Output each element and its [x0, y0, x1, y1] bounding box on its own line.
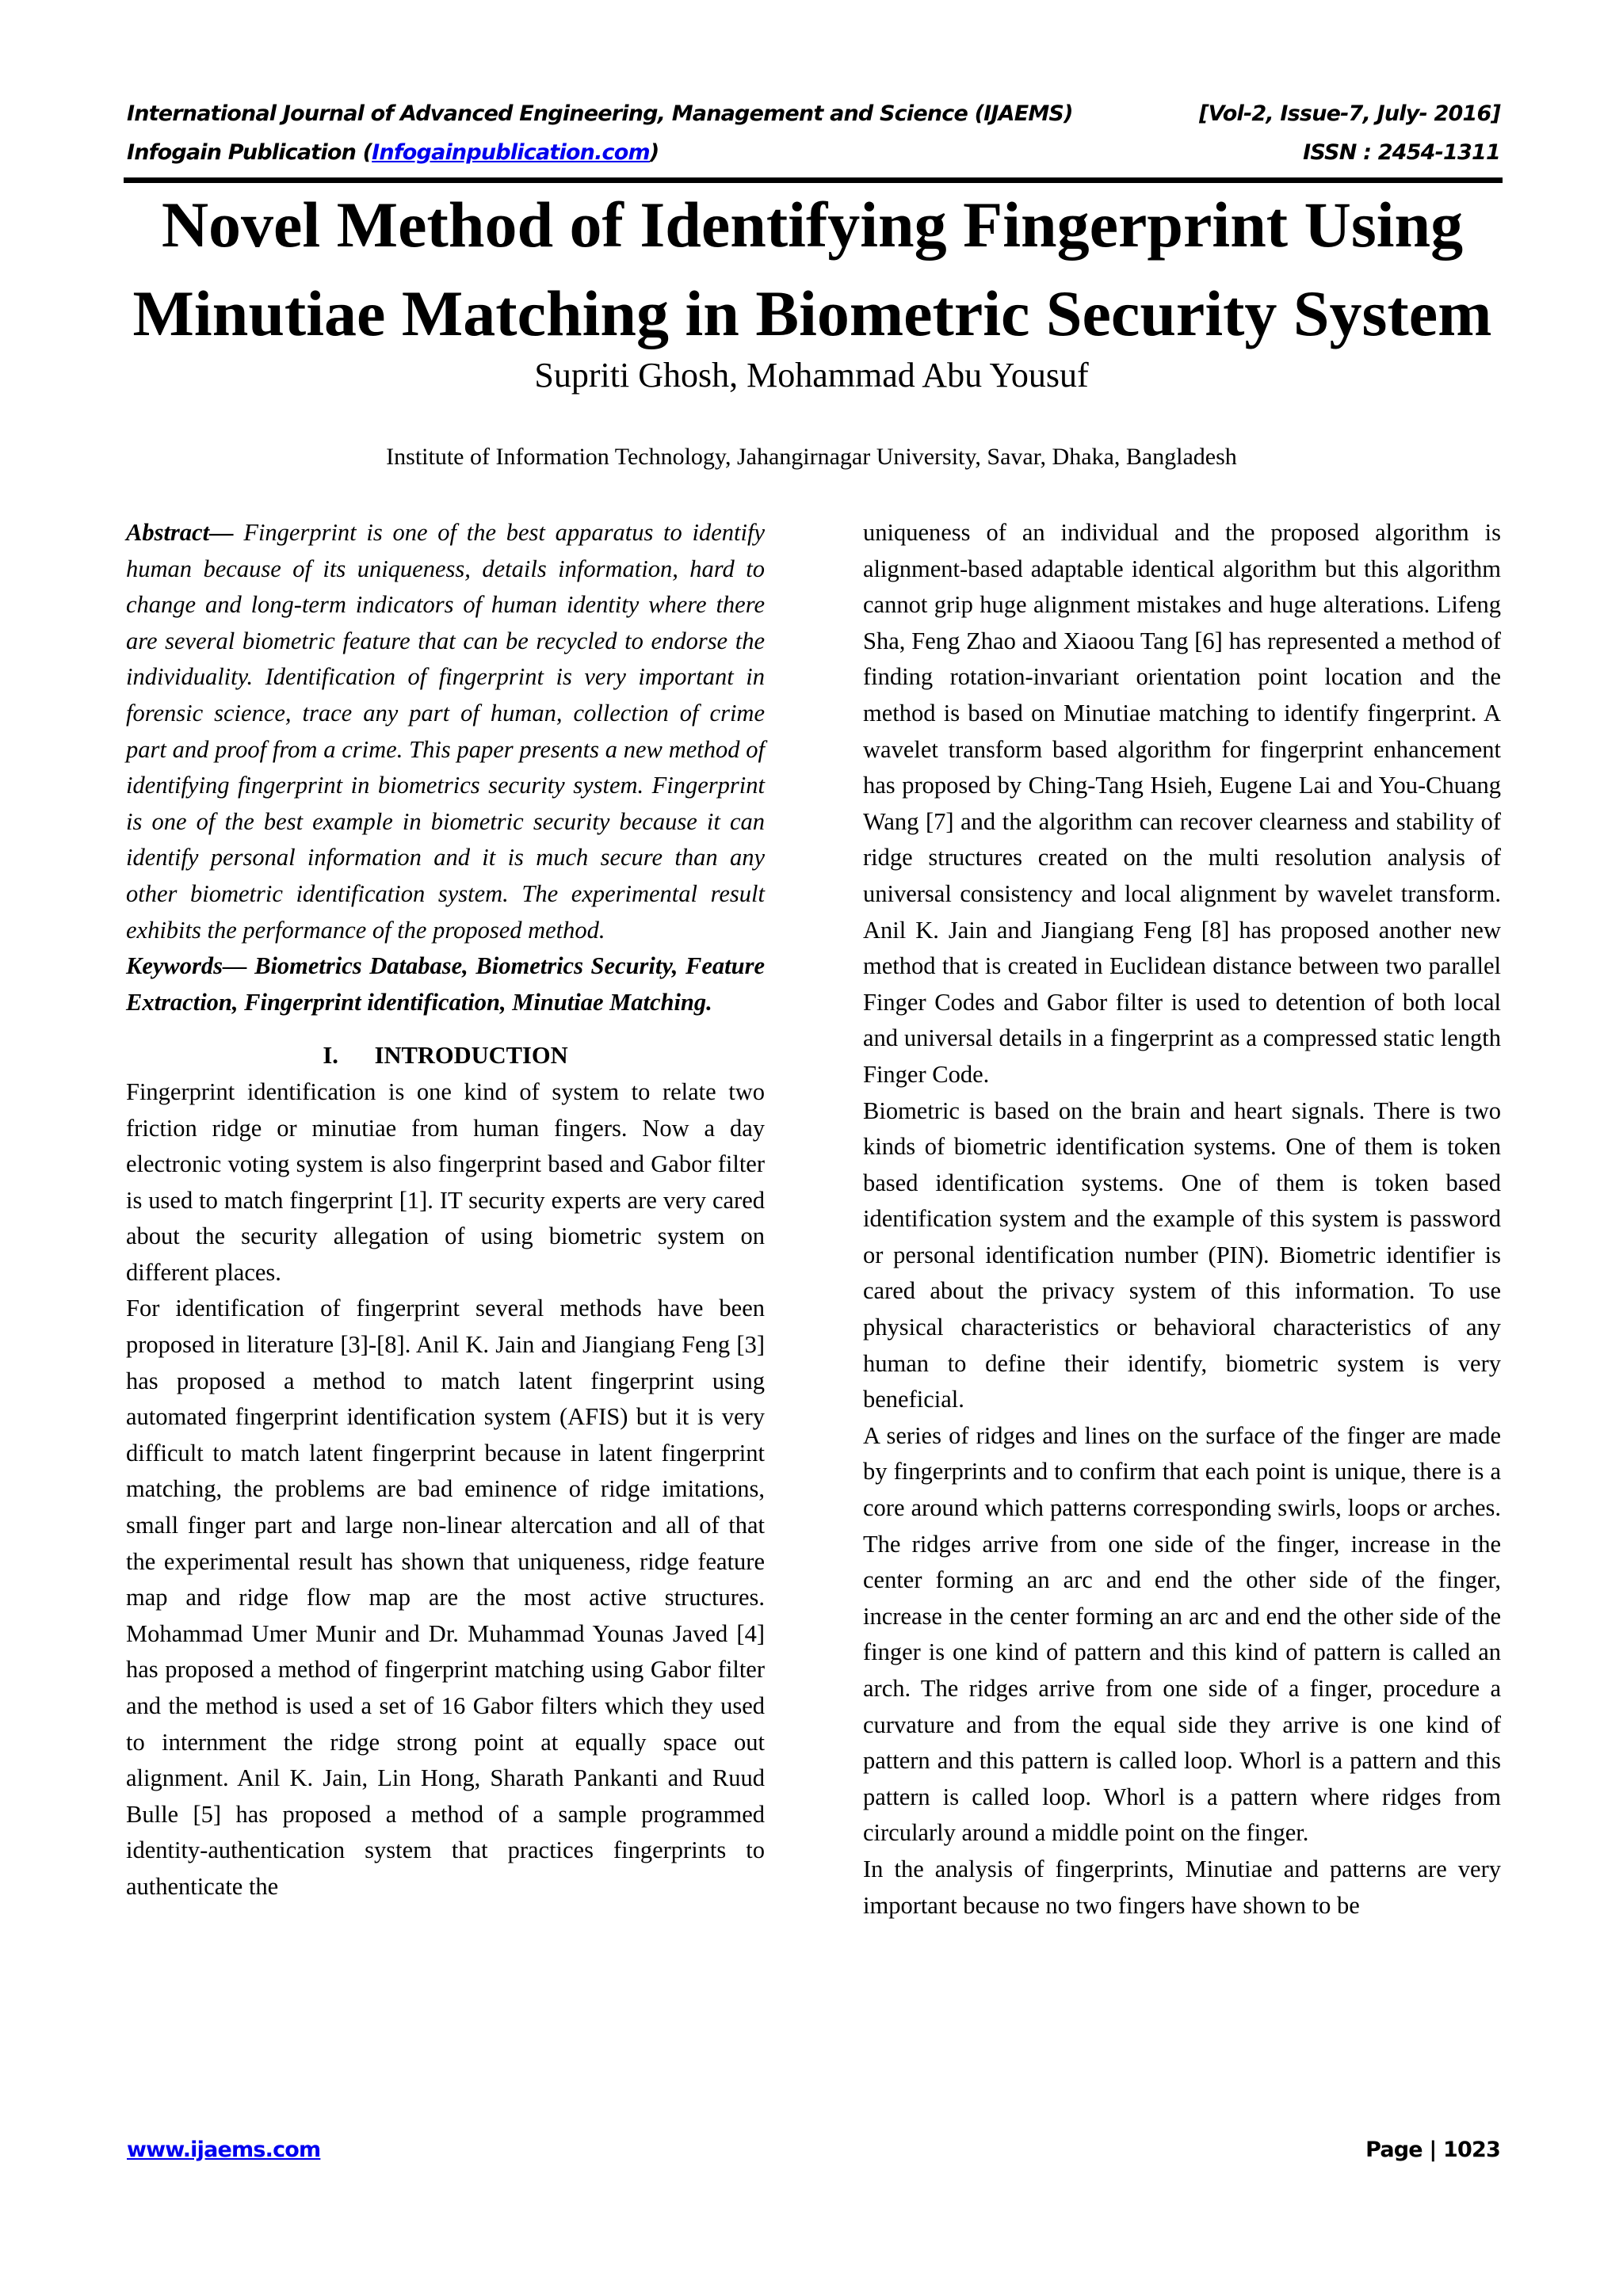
- publisher-suffix: ): [649, 140, 659, 165]
- abstract: [126, 515, 765, 948]
- page-footer: [127, 2138, 1500, 2162]
- publisher-prefix: Infogain Publication (: [127, 140, 372, 165]
- paragraph: uniqueness of an individual and the proposed algorithm is alignment-based adaptable identical algorithm but this algorithm cannot grip huge alignment mistakes and huge alterations. Lifeng Sha, Feng Zhao and Xiaoou Tang [6] has represented a method of finding rotation-invariant orientation point location and the method is based on Minutiae matching to identify fingerprint. A wavelet transform based algorithm for fingerprint enhancement has proposed by Ching-Tang Hsieh, Eugene Lai and You-Chuang Wang [7] and the algorithm can recover clearness and stability of ridge structures created on the multi resolution analysis of universal consistency and local alignment by wavelet transform. Anil K. Jain and Jiangiang Feng [8] has proposed another new method that is created in Euclidean distance between two parallel Finger Codes and Gabor filter is used to detention of both local and universal details in a fingerprint as a compressed static length Finger Code.: [863, 519, 1501, 1088]
- left-column: [126, 515, 765, 1905]
- title-line-2: Minutiae Matching in Biometric Security System: [132, 277, 1492, 349]
- website-link[interactable]: www.ijaems.com: [127, 2138, 321, 2162]
- authors: Supriti Ghosh, Mohammad Abu Yousuf: [534, 356, 1089, 395]
- section-heading-introduction: I. INTRODUCTION: [323, 1042, 568, 1070]
- keywords: Keywords— Biometrics Database, Biometrics Security, Feature Extraction, Fingerprint identification, Minutiae Matching.: [126, 952, 765, 1016]
- issn: ISSN : 2454-1311: [1303, 140, 1500, 165]
- volume-info: [Vol-2, Issue-7, July- 2016]: [1199, 101, 1500, 126]
- journal-name: International Journal of Advanced Engineering, Management and Science (IJAEMS): [127, 101, 1073, 126]
- paragraph: A series of ridges and lines on the surface of the finger are made by fingerprints and to confirm that each point is unique, there is a core around which patterns corresponding swirls, loops or arches. The ridges arrive from one side of the finger, increase in the center forming an arc and end the other side of the finger, increase in the center forming an arc and end the other side of the finger is one kind of pattern and this kind of pattern is called an arch. The ridges arrive from one side of a finger, procedure a curvature and from the equal side they arrive is one kind of pattern and this pattern is called loop. Whorl is a pattern and this pattern is called loop. Whorl is a pattern where ridges from circularly around a middle point on the finger.: [863, 1421, 1501, 1847]
- paragraph: Fingerprint identification is one kind of system to relate two friction ridge or minutiae from human fingers. Now a day electronic voting system is also fingerprint based and Gabor filter is used to match fingerprint [1]. IT security experts are very cared about the security allegation of using biometric system on different places.: [126, 1077, 765, 1286]
- journal-header-line2: [127, 140, 1500, 165]
- publisher-link[interactable]: Infogainpublication.com: [372, 140, 650, 165]
- title-line-1: Novel Method of Identifying Fingerprint Using: [161, 189, 1464, 261]
- paragraph: Biometric is based on the brain and heart signals. There is two kinds of biometric identification systems. One of them is token based identification systems. One of them is token based identification system and the example of this system is password or personal identification number (PIN). Biometric identifier is cared about the privacy system of this information. To use physical characteristics or behavioral characteristics of any human to define their identify, biometric system is very beneficial.: [863, 1097, 1501, 1413]
- affiliation: Institute of Information Technology, Jahangirnagar University, Savar, Dhaka, Bangladesh: [386, 444, 1237, 470]
- page-number: Page | 1023: [1365, 2138, 1500, 2162]
- right-column: [863, 515, 1501, 1924]
- paragraph: For identification of fingerprint several methods have been proposed in literature [3]-[8]. Anil K. Jain and Jiangiang Feng [3] has proposed a method to match latent fingerprint using automated fingerprint identification system (AFIS) but it is very difficult to match latent fingerprint because in latent fingerprint matching, the problems are bad eminence of ridge imitations, small finger part and large non-linear altercation and all of that the experimental result has shown that uniqueness, ridge feature map and ridge flow map are the most active structures. Mohammad Umer Munir and Dr. Muhammad Younas Javed [4] has proposed a method of fingerprint matching using Gabor filter and the method is used a set of 16 Gabor filters which they used to internment the ridge strong point at equally space out alignment. Anil K. Jain, Lin Hong, Sharath Pankanti and Ruud Bulle [5] has proposed a method of a sample programmed identity-authentication system that practices fingerprints to authenticate the: [126, 1295, 765, 1900]
- abstract-text: Fingerprint is one of the best apparatus to identify human because of its uniqueness, details information, hard to change and long-term indicators of human identity where there are several biometric feature that can be recycled to endorse the individuality. Identification of fingerprint is very important in forensic science, trace any part of human, collection of crime part and proof from a crime. This paper presents a new method of identifying fingerprint in biometrics security system. Fingerprint is one of the best example in biometric security because it can identify personal information and it is much secure than any other biometric identification system. The experimental result exhibits the performance of the proposed method.: [126, 519, 765, 944]
- paragraph: In the analysis of fingerprints, Minutiae and patterns are very important because no two fingers have shown to be: [863, 1855, 1501, 1919]
- journal-header-line1: [127, 101, 1500, 126]
- paper-title: [79, 181, 1545, 358]
- abstract-label: Abstract—: [126, 519, 234, 546]
